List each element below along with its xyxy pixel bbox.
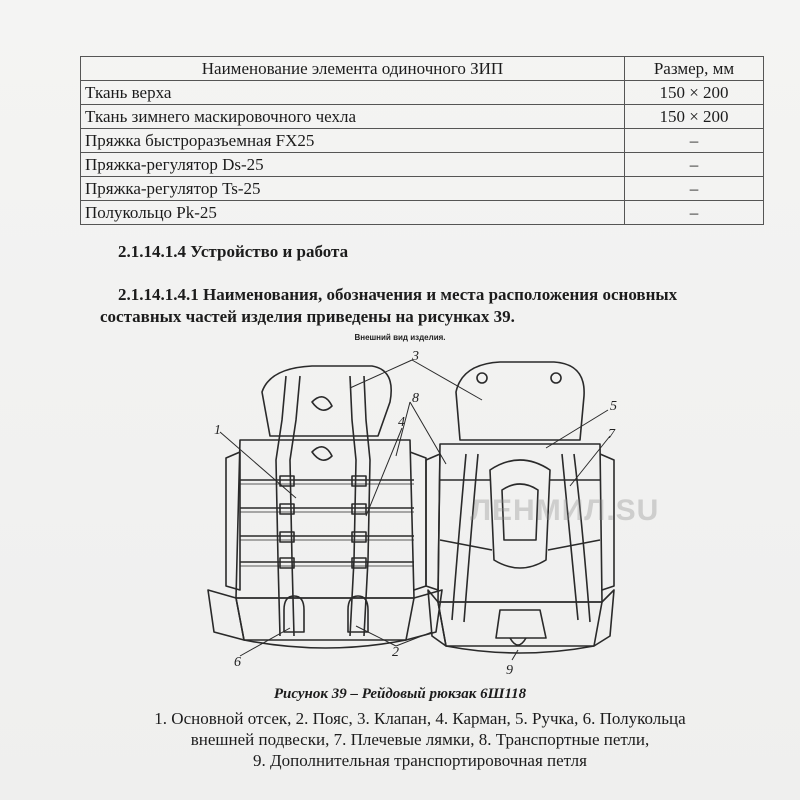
callout-1: 1: [214, 423, 221, 438]
cell-size: –: [625, 153, 764, 177]
cell-name: Пряжка-регулятор Ts-25: [81, 177, 625, 201]
cell-name: Ткань верха: [81, 81, 625, 105]
callout-8: 8: [412, 391, 419, 406]
cell-size: –: [625, 201, 764, 225]
cell-name: Ткань зимнего маскировочного чехла: [81, 105, 625, 129]
callout-7: 7: [608, 427, 615, 442]
table-row: [81, 153, 764, 177]
cell-size: 150 × 200: [625, 105, 764, 129]
figure-subcaption: Внешний вид изделия.: [354, 333, 446, 342]
backpack-rear-view: [208, 366, 442, 648]
cell-size: –: [625, 177, 764, 201]
callout-9: 9: [506, 663, 513, 678]
spare-parts-table: [80, 56, 764, 225]
table-row: [81, 201, 764, 225]
legend-line: 1. Основной отсек, 2. Пояс, 3. Клапан, 4. Карман, 5. Ручка, 6. Полукольца: [154, 709, 686, 728]
table-row: [81, 177, 764, 201]
callout-5: 5: [610, 399, 617, 414]
header-name: Наименование элемента одиночного ЗИП: [81, 57, 625, 81]
body-paragraph: 2.1.14.1.4.1 Наименования, обозначения и места расположения основных составных частей изделия приведены на рисунках 39.: [100, 285, 678, 326]
table-header-row: [81, 57, 764, 81]
table-row: [81, 81, 764, 105]
callout-2: 2: [392, 645, 399, 660]
cell-name: Пряжка быстроразъемная FX25: [81, 129, 625, 153]
figure-caption: Рисунок 39 – Рейдовый рюкзак 6Ш118: [273, 686, 527, 702]
table-row: [81, 105, 764, 129]
table-row: [81, 129, 764, 153]
watermark: ЛЕНМИЛ.SU: [470, 494, 660, 527]
callout-3: 3: [412, 349, 419, 364]
cell-name: Полукольцо Pk-25: [81, 201, 625, 225]
section-heading: 2.1.14.1.4 Устройство и работа: [118, 242, 349, 261]
legend-line: внешней подвески, 7. Плечевые лямки, 8. Транспортные петли,: [190, 730, 650, 749]
cell-name: Пряжка-регулятор Ds-25: [81, 153, 625, 177]
header-size: Размер, мм: [625, 57, 764, 81]
callout-6: 6: [234, 655, 241, 670]
cell-size: –: [625, 129, 764, 153]
legend-line: 9. Дополнительная транспортировочная петля: [253, 751, 587, 770]
figure-legend: [80, 708, 760, 771]
cell-size: 150 × 200: [625, 81, 764, 105]
callout-4: 4: [398, 415, 405, 430]
